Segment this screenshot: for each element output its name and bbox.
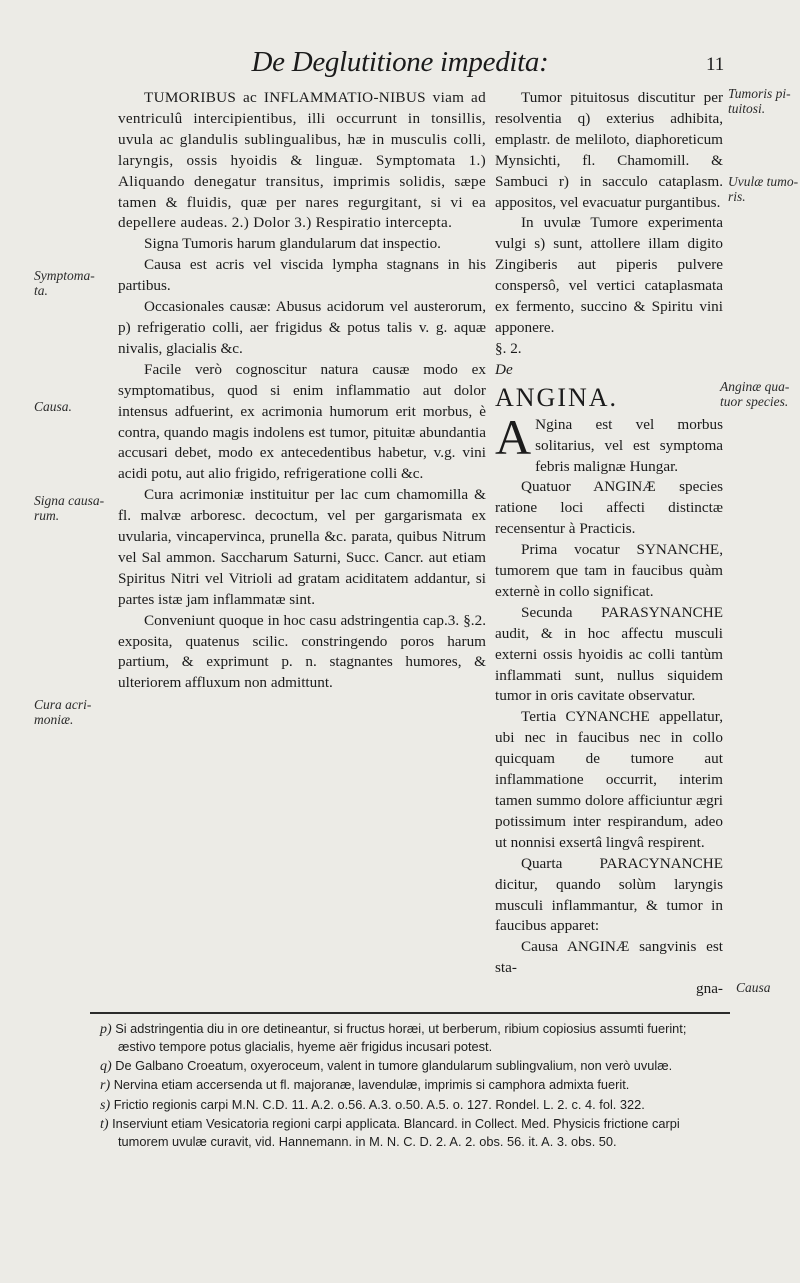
paragraph: Secunda PARASYNANCHE audit, & in hoc affectu musculi externi ossis hyoidis ac colli tantùm inflammati sunt, nullus siquidem tumor in oris cavitate observatur. bbox=[495, 603, 723, 705]
paragraph: Quarta PARACYNANCHE dicitur, quando solùm laryngis musculi inflammantur, & tumor in faucibus apparet: bbox=[495, 854, 723, 935]
footnote: p) Si adstringentia diu in ore detineantur, si fructus horæi, ut berberum, ribium copiosius assumti fuerint; æstivo tempore potus glacialis, hyeme aër frigidus incusari potest. bbox=[100, 1021, 687, 1055]
margin-note-symptomata: Symptoma- ta. bbox=[34, 268, 95, 298]
right-column bbox=[495, 88, 723, 1000]
paragraph-text: Ngina est vel morbus solitarius, vel est symptoma febris malignæ Hungar. bbox=[535, 415, 723, 475]
paragraph: Prima vocatur SYNANCHE, tumorem que tam in faucibus quàm externè in collo significat. bbox=[495, 541, 723, 600]
section-heading: ANGINA. bbox=[495, 382, 619, 412]
margin-note-causa: Causa. bbox=[34, 399, 72, 414]
paragraph: Cura acrimoniæ instituitur per lac cum chamomilla & fl. malvæ arboresc. decoctum, vel per gargarismata ex uvularia, vincapervinca, prunella &c. parata, quibus Nitrum vel Sal ammon. Saccharum Saturni, Succ. Cancr. aut etiam Spiritus Nitri vel Vitrioli ad gratam aciditatem addantur, si partes istæ jam inflammatæ sint. bbox=[118, 486, 486, 608]
margin-note-anginae-species: Anginæ qua- tuor species. bbox=[720, 379, 790, 409]
paragraph: Signa Tumoris harum glandularum dat inspectio. bbox=[144, 235, 441, 253]
paragraph: Causa est acris vel viscida lympha stagnans in his partibus. bbox=[118, 256, 486, 295]
footnote-rule bbox=[90, 1012, 730, 1014]
page-number: 11 bbox=[706, 54, 725, 75]
paragraph: Tertia CYNANCHE appellatur, ubi nec in faucibus nec in collo quicquam de tumore aut inflammatione occurrit, interim tamen summo dolore afficiuntur ægri potissimum inter respirandum, adeo ut nonnisi exsertâ lingvâ respirent. bbox=[495, 708, 723, 851]
margin-note-uvulae: Uvulæ tumo- ris. bbox=[728, 174, 799, 204]
footnote: q) De Galbano Croeatum, oxyeroceum, valent in tumore glandularum sublingvalium, non verò uvulæ. bbox=[100, 1057, 673, 1074]
margin-note-tumoris-pituitosi: Tumoris pi- tuitosi. bbox=[728, 86, 791, 116]
footnote: t) Inserviunt etiam Vesicatoria regioni carpi applicata. Blancard. in Collect. Med. Physicis frictione carpi tumorem uvulæ curavit, vid. Hannemann. in M. N. C. D. 2. A. 2. obs. 56. it. A. 3. obs. 50. bbox=[100, 1116, 680, 1150]
margin-note-causa-right: Causa bbox=[736, 980, 771, 995]
paragraph: In uvulæ Tumore experimenta vulgi s) sunt, attollere illam digito Zingiberis aut piperis pulvere conspersô, vel vertici cataplasmata ex fermento, succino & Spiritu vini apponere. bbox=[495, 214, 723, 336]
margin-note-signa: Signa causa- rum. bbox=[34, 493, 105, 523]
paragraph: Conveniunt quoque in hoc casu adstringentia cap.3. §.2. exposita, quatenus scilic. constringendo poros harum partium, & exprimunt p. n. stagnantes humores, & ulteriorem affluxum non admittunt. bbox=[118, 611, 486, 692]
footnote: r) Nervina etiam accersenda ut fl. majoranæ, lavendulæ, imprimis si camphora admixta fuerit. bbox=[100, 1077, 630, 1094]
running-head: De Deglutitione impedita: bbox=[251, 46, 549, 78]
paragraph: Tumor pituitosus discutitur per resolventia q) exterius adhibita, emplastr. de meliloto, diaphoreticum Mynsichti, fl. Chamomill. & Sambuci r) in sacculo cataplasm. appositos, vel evacuatur purgantibus. bbox=[495, 89, 723, 211]
paragraph: Causa ANGINÆ sangvinis est sta- bbox=[495, 938, 723, 977]
section-number: §. 2. bbox=[495, 339, 522, 357]
section-de: De bbox=[495, 360, 513, 378]
paragraph: TUMORIBUS ac INFLAMMATIO-NIBUS viam ad ventriculû intercipientibus, illi occurrunt in tonsillis, uvula ac glandulis sublingualibus, hæ in musculis colli, laryngis, ossis hyoidis & linguæ. Symptomata 1.) Aliquando denegatur transitus, imprimis solidis, sæpe tamen & fluidis, quæ per nares regurgitant, si vi ea depellere audeas. 2.) Dolor 3.) Respiratio intercepta. bbox=[118, 89, 486, 232]
margin-note-cura: Cura acri- moniæ. bbox=[34, 697, 92, 727]
paragraph: Quatuor ANGINÆ species ratione loci affecti distinctæ recensentur à Practicis. bbox=[495, 478, 723, 538]
footnotes bbox=[100, 1020, 720, 1152]
footnote: s) Frictio regionis carpi M.N. C.D. 11. A.2. o.56. A.3. o.50. A.5. o. 127. Rondel. L. 2. c. 4. fol. 322. bbox=[100, 1096, 645, 1113]
paragraph: Occasionales causæ: Abusus acidorum vel austerorum, p) refrigeratio colli, aer frigidus & potus talis v. g. aquæ nivalis, glacialis &c. bbox=[118, 298, 486, 357]
drop-cap: A bbox=[495, 408, 532, 465]
paragraph bbox=[495, 408, 723, 478]
paragraph: Facile verò cognoscitur natura causæ modo ex symptomatibus, quod si enim inflammatio aut dolor intensus adfuerint, ex acrimonia humorum erit morbus, è contra, quando magis indolens est tumor, pituitæ abundantia accusari debet, modo ex antecedentibus habetur, v.g. vini acidi potu, aut alio frigido, refrigeratione colli &c. bbox=[118, 360, 486, 483]
catchword: gna- bbox=[696, 980, 723, 998]
left-column bbox=[118, 88, 486, 694]
